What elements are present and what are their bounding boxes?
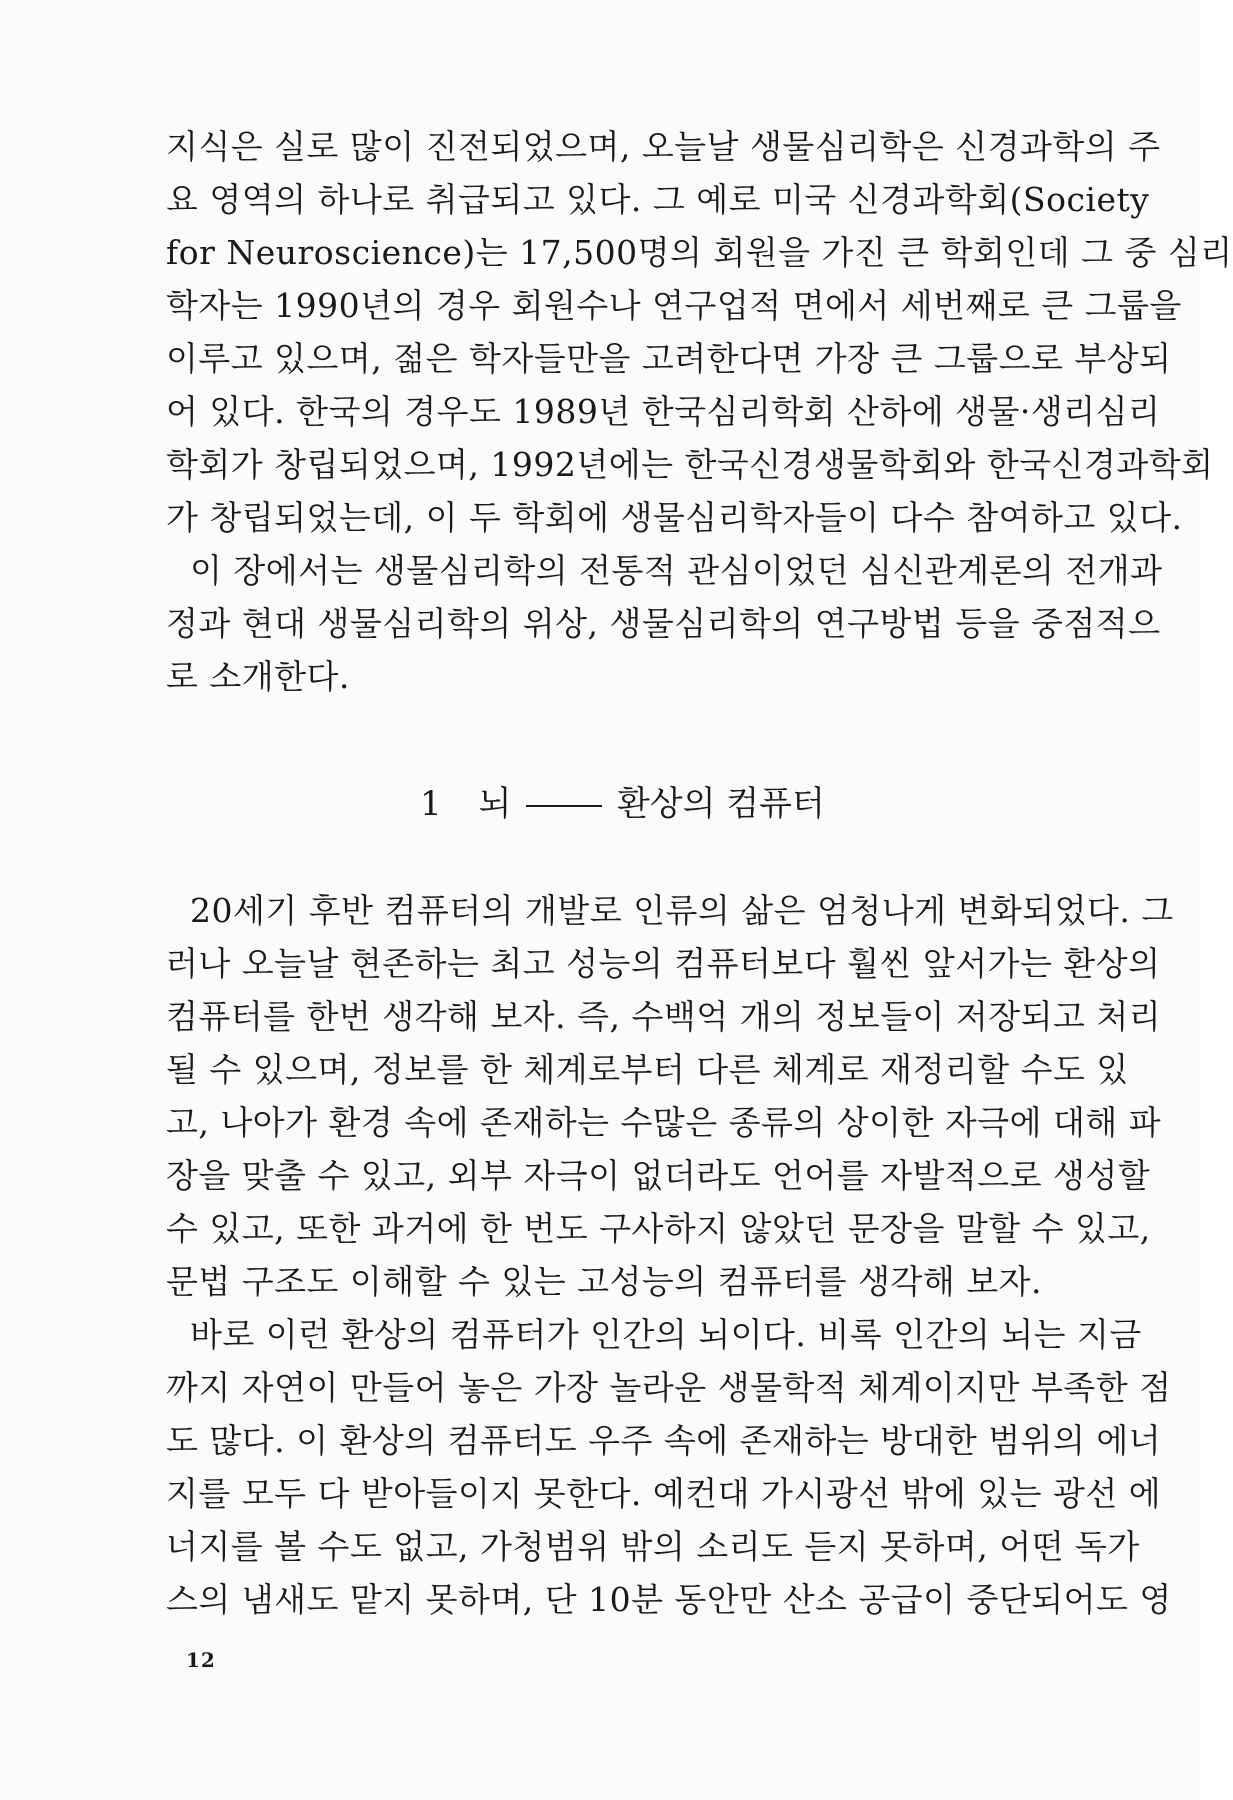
- text-line: 20세기 후반 컴퓨터의 개발로 인류의 삶은 엄청나게 변화되었다. 그: [190, 891, 1174, 930]
- text-line: 너지를 볼 수도 없고, 가청범위 밖의 소리도 듣지 못하며, 어떤 독가: [166, 1527, 1140, 1566]
- text-line: 어 있다. 한국의 경우도 1989년 한국심리학회 산하에 생물·생리심리: [166, 392, 1161, 431]
- section-title-left: 뇌: [478, 784, 512, 824]
- text-line: 도 많다. 이 환상의 컴퓨터도 우주 속에 존재하는 방대한 범위의 에너: [166, 1421, 1162, 1460]
- page-number: 12: [186, 1648, 216, 1672]
- text-line: 요 영역의 하나로 취급되고 있다. 그 예로 미국 신경과학회(Society: [166, 180, 1150, 219]
- text-line: 컴퓨터를 한번 생각해 보자. 즉, 수백억 개의 정보들이 저장되고 처리: [166, 997, 1162, 1036]
- text-line: 문법 구조도 이해할 수 있는 고성능의 컴퓨터를 생각해 보자.: [166, 1262, 1042, 1301]
- text-line: 지식은 실로 많이 진전되었으며, 오늘날 생물심리학은 신경과학의 주: [166, 127, 1161, 166]
- text-line: 될 수 있으며, 정보를 한 체계로부터 다른 체계로 재정리할 수도 있: [166, 1050, 1129, 1089]
- section-number: 1: [420, 784, 442, 824]
- text-line: 수 있고, 또한 과거에 한 번도 구사하지 않았던 문장을 말할 수 있고,: [166, 1209, 1151, 1248]
- intro-text-block: [166, 120, 1233, 703]
- text-line: 지를 모두 다 받아들이지 못한다. 예컨대 가시광선 밖에 있는 광선 에: [166, 1474, 1162, 1513]
- text-line: 장을 맞출 수 있고, 외부 자극이 없더라도 언어를 자발적으로 생성할: [166, 1156, 1151, 1195]
- text-line: 러나 오늘날 현존하는 최고 성능의 컴퓨터보다 훨씬 앞서가는 환상의: [166, 944, 1161, 983]
- text-line: 학자는 1990년의 경우 회원수나 연구업적 면에서 세번째로 큰 그룹을: [166, 286, 1182, 325]
- body-text-block: [166, 884, 1174, 1626]
- section-heading: [420, 772, 840, 836]
- section-title-right: 환상의 컴퓨터: [616, 784, 825, 824]
- text-line: 이 장에서는 생물심리학의 전통적 관심이었던 심신관계론의 전개과: [190, 551, 1163, 590]
- text-line: 고, 나아가 환경 속에 존재하는 수많은 종류의 상이한 자극에 대해 파: [166, 1103, 1162, 1142]
- text-line: 바로 이런 환상의 컴퓨터가 인간의 뇌이다. 비록 인간의 뇌는 지금: [190, 1315, 1142, 1354]
- text-line: 이루고 있으며, 젊은 학자들만을 고려한다면 가장 큰 그룹으로 부상되: [166, 339, 1172, 378]
- text-line: for Neuroscience)는 17,500명의 회원을 가진 큰 학회인데 그 중 심리: [166, 233, 1233, 272]
- em-dash-divider: [526, 805, 602, 807]
- text-line: 정과 현대 생물심리학의 위상, 생물심리학의 연구방법 등을 중점적으: [166, 604, 1161, 643]
- text-line: 로 소개한다.: [166, 657, 350, 696]
- text-line: 학회가 창립되었으며, 1992년에는 한국신경생물학회와 한국신경과학회: [166, 445, 1214, 484]
- text-line: 스의 냄새도 맡지 못하며, 단 10분 동안만 산소 공급이 중단되어도 영: [166, 1580, 1172, 1619]
- text-line: 까지 자연이 만들어 놓은 가장 놀라운 생물학적 체계이지만 부족한 점: [166, 1368, 1172, 1407]
- text-line: 가 창립되었는데, 이 두 학회에 생물심리학자들이 다수 참여하고 있다.: [166, 498, 1183, 537]
